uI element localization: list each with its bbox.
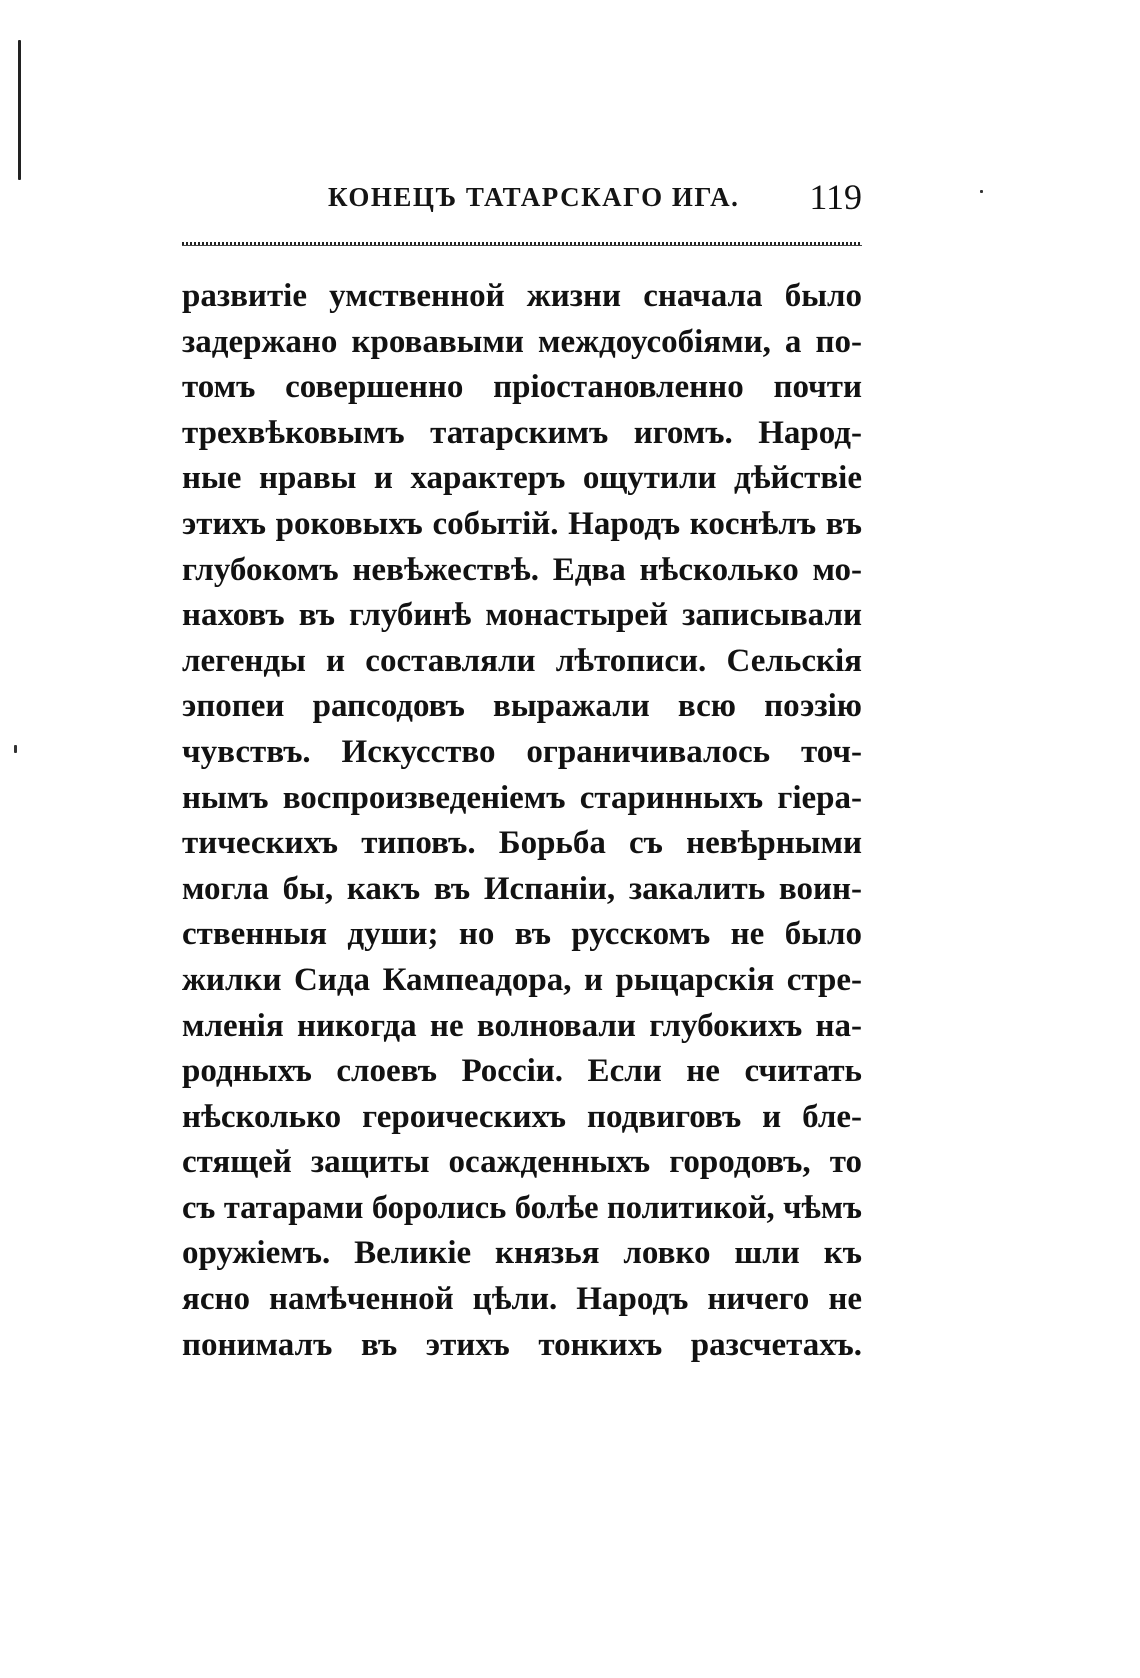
body-text xyxy=(182,274,862,1368)
text-line: этихъ роковыхъ событій. Народъ коснѣлъ въ xyxy=(182,505,862,542)
text-line: глубокомъ невѣжествѣ. Едва нѣсколько мо- xyxy=(182,551,862,588)
text-line: жилки Сида Кампеадора, и рыцарскія стре- xyxy=(182,961,862,998)
text-line: наховъ въ глубинѣ монастырей записывали xyxy=(182,597,862,634)
text-line: развитіе умственной жизни сначала было xyxy=(182,278,862,314)
text-line: ные нравы и характеръ ощутили дѣйствіе xyxy=(182,460,862,497)
running-title: КОНЕЦЪ ТАТАРСКАГО ИГА. xyxy=(328,182,740,212)
text-line: ясно намѣченной цѣли. Народъ ничего не xyxy=(182,1281,862,1318)
text-line: томъ совершенно пріостановленно почти xyxy=(182,369,862,406)
text-line: легенды и составляли лѣтописи. Сельскія xyxy=(182,642,862,679)
text-line: нымъ воспроизведеніемъ старинныхъ гіера- xyxy=(182,779,862,816)
header-rule xyxy=(182,242,862,246)
text-line: мленія никогда не волновали глубокихъ на- xyxy=(182,1007,862,1044)
page-number: 119 xyxy=(809,177,862,217)
text-line: родныхъ слоевъ Россіи. Если не считать xyxy=(182,1053,862,1090)
text-line: понималъ въ этихъ тонкихъ разсчетахъ. xyxy=(182,1326,862,1363)
scan-edge-mark xyxy=(18,40,21,180)
scan-speck xyxy=(980,190,983,193)
text-line: могла бы, какъ въ Испаніи, закалить воин- xyxy=(182,870,862,907)
text-line: чувствъ. Искусство ограничивалось точ- xyxy=(182,733,862,770)
text-line: трехвѣковымъ татарскимъ игомъ. Народ- xyxy=(182,414,862,451)
text-line: эпопеи рапсодовъ выражали всю поэзію xyxy=(182,688,862,725)
text-line: ственныя души; но въ русскомъ не было xyxy=(182,916,862,953)
text-line: оружіемъ. Великіе князья ловко шли къ xyxy=(182,1235,862,1272)
text-line: нѣсколько героическихъ подвиговъ и бле- xyxy=(182,1098,862,1135)
scan-speck xyxy=(14,745,17,753)
text-line: стящей защиты осажденныхъ городовъ, то xyxy=(182,1144,862,1181)
text-line: задержано кровавыми междоусобіями, а по- xyxy=(182,323,862,360)
text-line: съ татарами боролись болѣе политикой, чѣмъ xyxy=(182,1189,862,1226)
running-head xyxy=(182,178,862,222)
text-line: тическихъ типовъ. Борьба съ невѣрными xyxy=(182,825,862,862)
